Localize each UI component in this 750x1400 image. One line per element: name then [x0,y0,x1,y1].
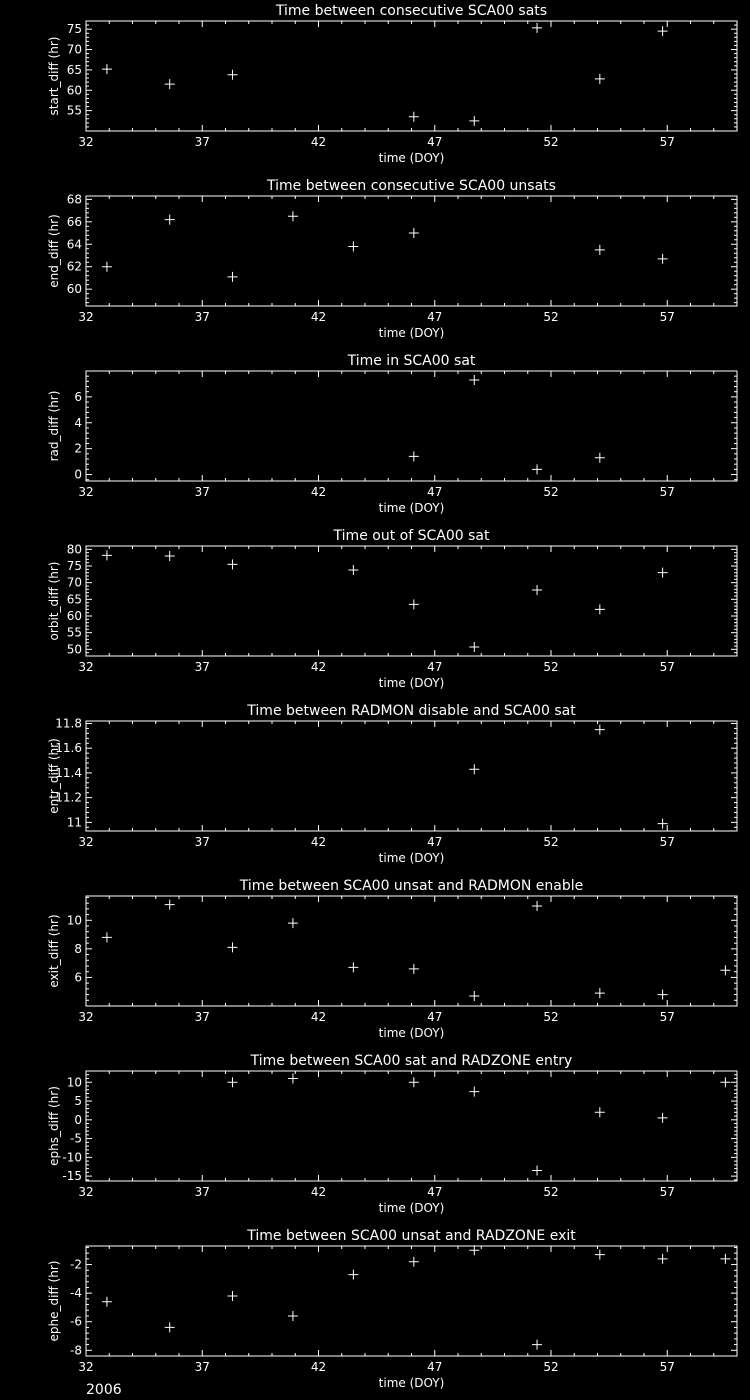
y-tick-label: 55 [66,625,82,640]
x-tick-label: 37 [194,135,210,149]
data-point [227,1077,237,1087]
data-point [288,918,298,928]
y-tick-label: -5 [70,1131,82,1146]
x-tick-label: 47 [427,135,443,149]
data-point [532,1340,542,1350]
y-axis-label: ephs_diff (hr) [47,1086,61,1166]
x-tick-label: 57 [659,135,675,149]
y-tick-label: 75 [66,22,82,37]
y-tick-label: 11.4 [55,765,82,780]
data-point [288,211,298,221]
x-axis-label: time (DOY) [378,676,445,690]
x-tick-label: 42 [310,310,327,324]
x-tick-label: 42 [310,660,327,674]
chart-title: Time between consecutive SCA00 unsats [267,178,556,194]
data-point [595,453,605,463]
y-tick-label: 70 [66,575,82,590]
y-tick-label: 62 [66,259,82,274]
y-tick-label: 6 [74,970,82,985]
data-point [595,604,605,614]
y-tick-label: 11.8 [55,716,82,731]
y-tick-label: 60 [66,609,82,623]
data-point [409,228,419,238]
y-tick-label: 2 [74,441,82,456]
y-tick-label: 65 [66,62,82,77]
data-point [469,991,479,1001]
data-point [532,23,542,33]
y-tick-label: 5 [74,1094,82,1109]
data-point [595,245,605,255]
x-tick-label: 52 [543,135,559,149]
x-tick-label: 32 [78,485,94,499]
data-point [409,1257,419,1267]
data-point [469,375,479,385]
x-tick-label: 57 [659,660,675,674]
plot-frame [86,896,737,1006]
x-tick-label: 42 [310,1360,327,1374]
x-tick-label: 52 [543,835,559,849]
y-tick-label: 70 [66,42,82,57]
y-tick-label: 0 [74,1112,82,1127]
data-point [227,70,237,80]
y-axis-label: start_diff (hr) [47,36,61,116]
data-point [348,1270,358,1280]
data-point [102,262,112,272]
x-tick-label: 37 [194,485,210,499]
chart-panel-7 [47,1053,737,1215]
x-tick-label: 37 [194,835,210,849]
data-point [658,1113,668,1123]
x-tick-label: 57 [659,1010,675,1024]
x-tick-label: 37 [194,1010,210,1024]
plot-frame [86,1246,737,1356]
x-tick-label: 32 [78,1185,94,1199]
y-tick-label: 11.2 [55,790,82,805]
chart-title: Time between consecutive SCA00 sats [275,3,548,19]
x-tick-label: 42 [310,1010,327,1024]
y-tick-label: 8 [74,941,82,956]
x-tick-label: 57 [659,310,675,324]
data-point [595,988,605,998]
x-tick-label: 37 [194,1185,210,1199]
plot-frame [86,721,737,831]
x-tick-label: 52 [543,660,559,674]
x-axis-label: time (DOY) [378,1026,445,1040]
x-tick-label: 32 [78,135,94,149]
y-tick-label: 64 [66,237,82,252]
data-point [469,1245,479,1255]
data-point [165,79,175,89]
data-point [102,1297,112,1307]
x-axis-label: time (DOY) [378,1201,445,1215]
x-tick-label: 32 [78,835,94,849]
x-tick-label: 42 [310,835,327,849]
plot-frame [86,546,737,656]
x-tick-label: 47 [427,1360,443,1374]
data-point [658,1254,668,1264]
y-tick-label: 80 [66,542,82,557]
x-tick-label: 47 [427,1185,443,1199]
data-point [227,272,237,282]
data-point [720,965,730,975]
data-point [469,116,479,126]
y-axis-label: exit_diff (hr) [47,914,61,988]
y-tick-label: 10 [66,913,82,928]
y-tick-label: 50 [66,642,82,657]
chart-panel-8 [47,1228,737,1390]
chart-title: Time in SCA00 sat [347,353,476,369]
y-tick-label: 60 [66,282,82,297]
y-tick-label: -2 [70,1257,82,1272]
y-tick-label: 11 [66,815,82,830]
x-tick-label: 32 [78,1010,94,1024]
y-tick-label: 10 [66,1075,82,1090]
data-point [469,764,479,774]
y-tick-label: 4 [74,415,82,430]
data-point [409,1077,419,1087]
plot-frame [86,196,737,306]
x-tick-label: 52 [543,485,559,499]
year-label: 2006 [86,1382,122,1398]
x-tick-label: 32 [78,1360,94,1374]
x-tick-label: 52 [543,310,559,324]
chart-title: Time between SCA00 unsat and RADMON enable [239,878,584,894]
y-tick-label: 75 [66,559,82,573]
chart-panel-5 [47,703,737,865]
y-axis-label: entr_diff (hr) [47,738,61,814]
data-point [409,112,419,122]
x-tick-label: 42 [310,1185,327,1199]
data-point [165,215,175,225]
plot-frame [86,21,737,131]
data-point [409,599,419,609]
data-point [469,642,479,652]
y-tick-label: -10 [62,1150,82,1165]
chart-panel-2 [47,178,737,340]
data-point [348,962,358,972]
x-tick-label: 37 [194,310,210,324]
data-point [348,242,358,252]
x-axis-label: time (DOY) [378,501,445,515]
y-tick-label: -15 [62,1169,82,1184]
data-point [165,900,175,910]
x-tick-label: 57 [659,1185,675,1199]
chart-panel-6 [47,878,737,1040]
y-tick-label: 65 [66,592,82,607]
y-tick-label: 68 [66,192,82,207]
data-point [165,551,175,561]
data-point [469,1087,479,1097]
data-point [595,1107,605,1117]
data-point [227,559,237,569]
data-point [595,725,605,735]
x-axis-label: time (DOY) [378,851,445,865]
plot-frame [86,1071,737,1181]
x-tick-label: 47 [427,835,443,849]
chart-title: Time between SCA00 unsat and RADZONE exit [247,1228,576,1244]
data-point [720,1077,730,1087]
data-point [102,932,112,942]
data-point [658,568,668,578]
data-point [288,1311,298,1321]
y-axis-label: orbit_diff (hr) [47,561,61,641]
data-point [409,451,419,461]
x-tick-label: 57 [659,1360,675,1374]
y-tick-label: 6 [74,389,82,404]
y-tick-label: -8 [70,1343,82,1358]
chart-panel-4 [47,528,737,690]
y-tick-label: 55 [66,103,82,118]
data-point [532,901,542,911]
y-tick-label: 0 [74,467,82,482]
x-tick-label: 52 [543,1360,559,1374]
data-point [595,1250,605,1260]
x-tick-label: 32 [78,660,94,674]
x-tick-label: 47 [427,660,443,674]
data-point [409,964,419,974]
x-tick-label: 57 [659,835,675,849]
x-tick-label: 47 [427,1010,443,1024]
data-point [720,1254,730,1264]
chart-title: Time between RADMON disable and SCA00 sat [247,703,576,719]
x-tick-label: 37 [194,1360,210,1374]
x-tick-label: 52 [543,1010,559,1024]
plot-frame [86,371,737,481]
chart-panel-1 [47,3,737,165]
y-axis-label: ephe_diff (hr) [47,1260,61,1342]
y-tick-label: 11.6 [55,741,82,756]
data-point [102,64,112,74]
data-point [658,819,668,829]
data-point [658,254,668,264]
y-tick-label: -6 [70,1314,82,1329]
x-tick-label: 57 [659,485,675,499]
data-point [165,1322,175,1332]
data-point [348,565,358,575]
x-tick-label: 47 [427,485,443,499]
data-point [532,464,542,474]
data-point [532,1165,542,1175]
y-tick-label: 66 [66,214,82,229]
data-point [227,1291,237,1301]
data-point [288,1074,298,1084]
x-tick-label: 52 [543,1185,559,1199]
chart-title: Time between SCA00 sat and RADZONE entry [250,1053,573,1069]
x-tick-label: 42 [310,485,327,499]
data-point [595,74,605,84]
x-axis-label: time (DOY) [378,1376,445,1390]
data-point [658,26,668,36]
x-axis-label: time (DOY) [378,326,445,340]
y-tick-label: 60 [66,83,82,98]
data-point [102,550,112,560]
y-axis-label: rad_diff (hr) [47,390,61,462]
x-tick-label: 32 [78,310,94,324]
chart-title: Time out of SCA00 sat [333,528,490,544]
data-point [532,585,542,595]
y-tick-label: -4 [70,1286,82,1301]
data-point [658,990,668,1000]
x-tick-label: 42 [310,135,327,149]
x-tick-label: 37 [194,660,210,674]
x-tick-label: 47 [427,310,443,324]
y-axis-label: end_diff (hr) [47,214,61,288]
data-point [227,942,237,952]
x-axis-label: time (DOY) [378,151,445,165]
chart-panel-3 [47,353,737,515]
